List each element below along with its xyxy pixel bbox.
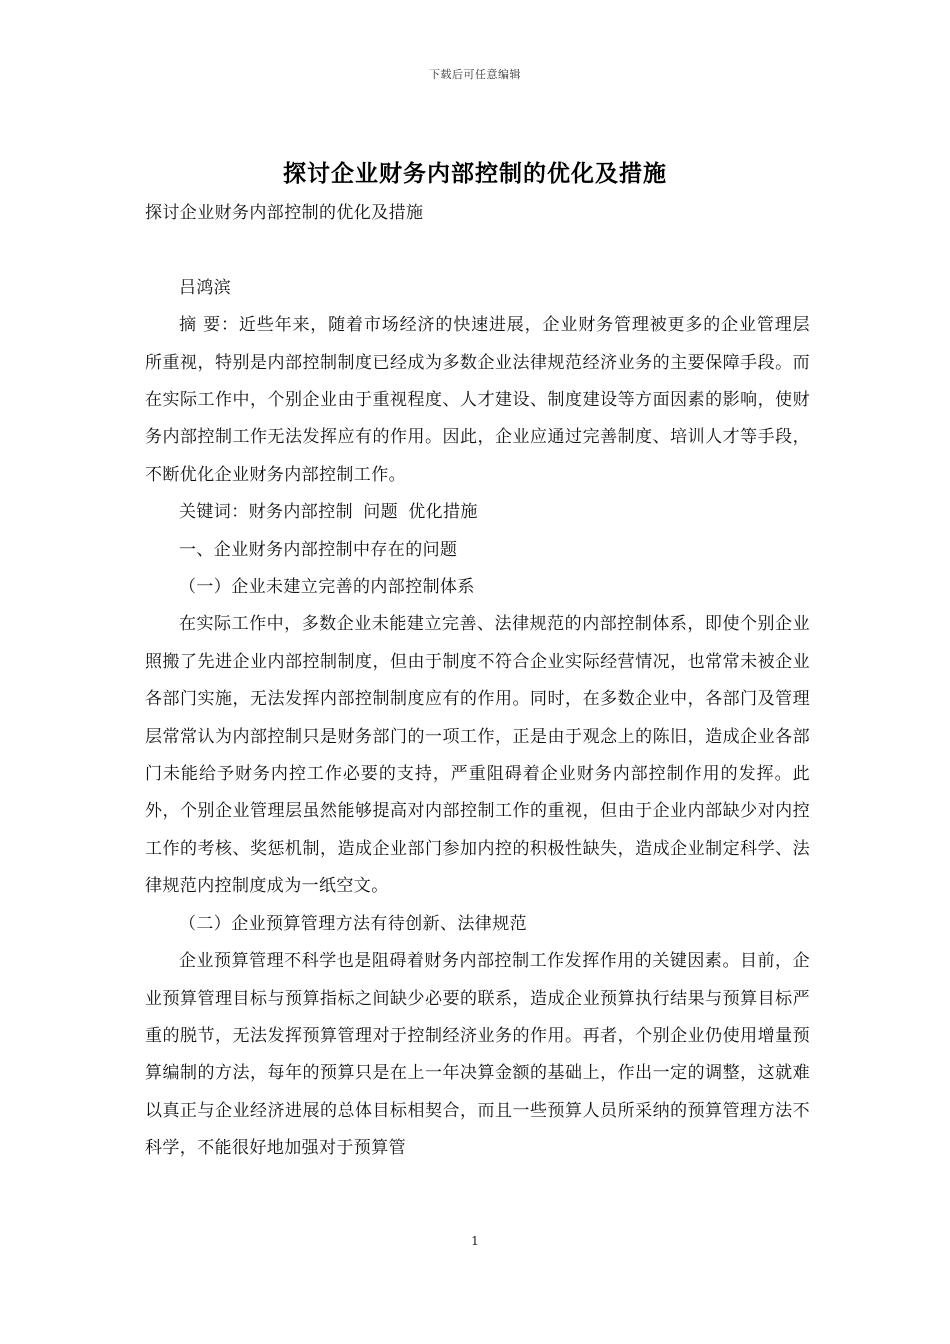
document-body [145, 195, 810, 1168]
keywords-line [145, 494, 810, 531]
body-paragraph: 在实际工作中，多数企业未能建立完善、法律规范的内部控制体系，即使个别企业照搬了先进企业内部控制制度，但由于制度不符合企业实际经营情况，也常常未被企业各部门实施，无法发挥内部控制制度应有的作用。同时，在多数企业中，各部门及管理层常常认为内部控制只是财务部门的一项工作，正是由于观念上的陈旧，造成企业各部门未能给予财务内控工作必要的支持，严重阻碍着企业财务内部控制作用的发挥。此外，个别企业管理层虽然能够提高对内部控制工作的重视，但由于企业内部缺少对内控工作的考核、奖惩机制，造成企业部门参加内控的积极性缺失，造成企业制定科学、法律规范内控制度成为一纸空文。 [145, 614, 810, 897]
document-subtitle: 探讨企业财务内部控制的优化及措施 [145, 203, 424, 223]
subsection-heading: （二）企业预算管理方法有待创新、法律规范 [179, 913, 527, 934]
document-title: 探讨企业财务内部控制的优化及措施 [283, 161, 667, 187]
keywords-label: 关键词： [179, 502, 249, 523]
abstract-paragraph: 摘 要：近些年来，随着市场经济的快速进展，企业财务管理被更多的企业管理层所重视，特别是内部控制制度已经成为多数企业法律规范经济业务的主要保障手段。而在实际工作中，个别企业由于重视程度、人才建设、制度建设等方面因素的影响，使财务内部控制工作无法发挥应有的作用。因此，企业应通过完善制度、培训人才等手段，不断优化企业财务内部控制工作。 [145, 315, 810, 485]
keyword-item: 优化措施 [408, 502, 478, 523]
keyword-item: 问题 [363, 502, 399, 523]
keyword-item: 财务内部控制 [248, 502, 354, 523]
author-name: 吕鸿滨 [179, 277, 232, 298]
body-paragraph: 企业预算管理不科学也是阻碍着财务内部控制工作发挥作用的关键因素。目前，企业预算管理目标与预算指标之间缺少必要的联系，造成企业预算执行结果与预算目标严重的脱节，无法发挥预算管理对于控制经济业务的作用。再者，个别企业仍使用增量预算编制的方法，每年的预算只是在上一年决算金额的基础上，作出一定的调整，这就难以真正与企业经济进展的总体目标相契合，而且一些预算人员所采纳的预算管理方法不科学，不能很好地加强对于预算管 [145, 951, 810, 1159]
page-number: 1 [471, 1234, 479, 1248]
header-note: 下载后可任意编辑 [429, 68, 521, 81]
section-heading: 一、企业财务内部控制中存在的问题 [179, 539, 458, 560]
subsection-heading: （一）企业未建立完善的内部控制体系 [179, 577, 475, 598]
